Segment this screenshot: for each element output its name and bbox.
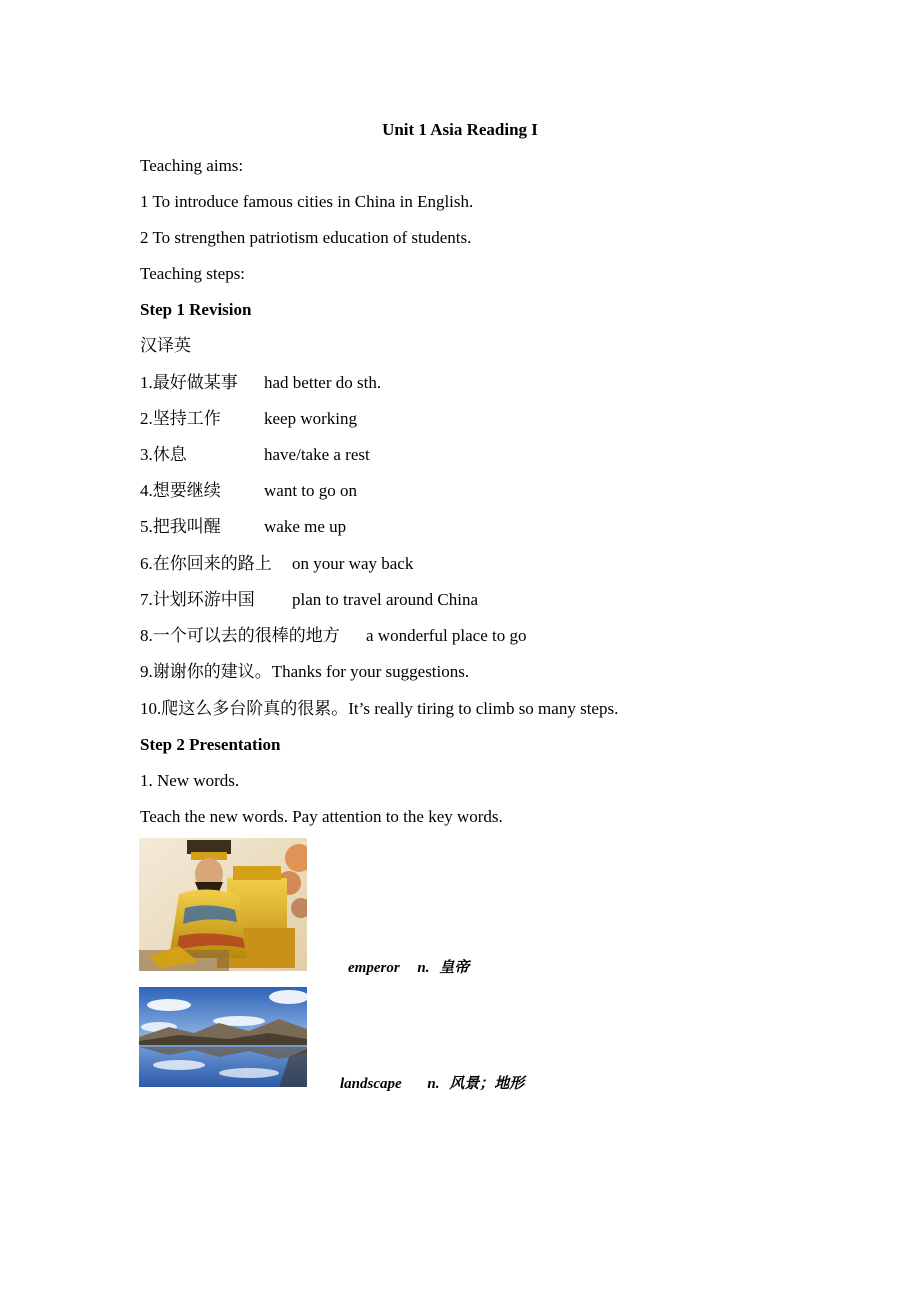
vocab-entry-landscape: [340, 1072, 524, 1093]
revision-chinese: 1.最好做某事: [140, 373, 238, 392]
vocab-meaning: 风景；地形: [449, 1076, 525, 1092]
revision-english: want to go on: [264, 481, 358, 500]
revision-chinese: 8.一个可以去的很棒的地方: [140, 626, 340, 645]
vocab-word: landscape: [340, 1076, 402, 1092]
revision-item: [140, 409, 740, 429]
steps-heading: Teaching steps:: [140, 264, 246, 283]
new-words-point: 1. New words.: [140, 771, 240, 790]
revision-english: plan to travel around China: [292, 590, 479, 609]
revision-chinese: 6.在你回来的路上: [140, 554, 272, 573]
revision-item: [140, 373, 740, 393]
revision-chinese: 5.把我叫醒: [140, 517, 221, 536]
aim-item: 2 To strengthen patriotism education of students.: [140, 228, 472, 247]
revision-item: [140, 445, 740, 465]
aims-heading: Teaching aims:: [140, 156, 244, 175]
revision-item: [140, 481, 740, 501]
step1-subheading: 汉译英: [140, 336, 191, 355]
revision-english: keep working: [264, 409, 358, 428]
revision-english: had better do sth.: [264, 373, 382, 392]
instruction-text: Teach the new words. Pay attention to the key words.: [140, 807, 503, 826]
revision-english: have/take a rest: [264, 445, 370, 464]
revision-chinese: 7.计划环游中国: [140, 590, 255, 609]
revision-english: on your way back: [292, 554, 414, 573]
revision-item: [140, 626, 740, 646]
emperor-image: [139, 838, 307, 971]
revision-english: wake me up: [264, 517, 347, 536]
landscape-image: [139, 987, 307, 1087]
revision-english: a wonderful place to go: [366, 626, 527, 645]
revision-chinese: 4.想要继续: [140, 481, 221, 500]
vocab-meaning: 皇帝: [439, 960, 470, 976]
revision-item: [140, 554, 740, 574]
vocab-word: emperor: [348, 960, 400, 976]
step2-heading: Step 2 Presentation: [140, 735, 281, 754]
revision-item: [140, 517, 740, 537]
step1-heading: Step 1 Revision: [140, 300, 252, 319]
revision-chinese: 2.坚持工作: [140, 409, 221, 428]
revision-sentence: 9.谢谢你的建议。Thanks for your suggestions.: [140, 662, 470, 681]
aim-item: 1 To introduce famous cities in China in English.: [140, 192, 474, 211]
revision-item: [140, 590, 740, 610]
vocab-pos: n.: [417, 960, 430, 976]
vocab-pos: n.: [427, 1076, 440, 1092]
vocab-entry-emperor: [348, 956, 469, 977]
document-title: Unit 1 Asia Reading I: [382, 120, 538, 139]
revision-sentence: 10.爬这么多台阶真的很累。It’s really tiring to climb so many steps.: [140, 699, 619, 718]
revision-chinese: 3.休息: [140, 445, 187, 464]
